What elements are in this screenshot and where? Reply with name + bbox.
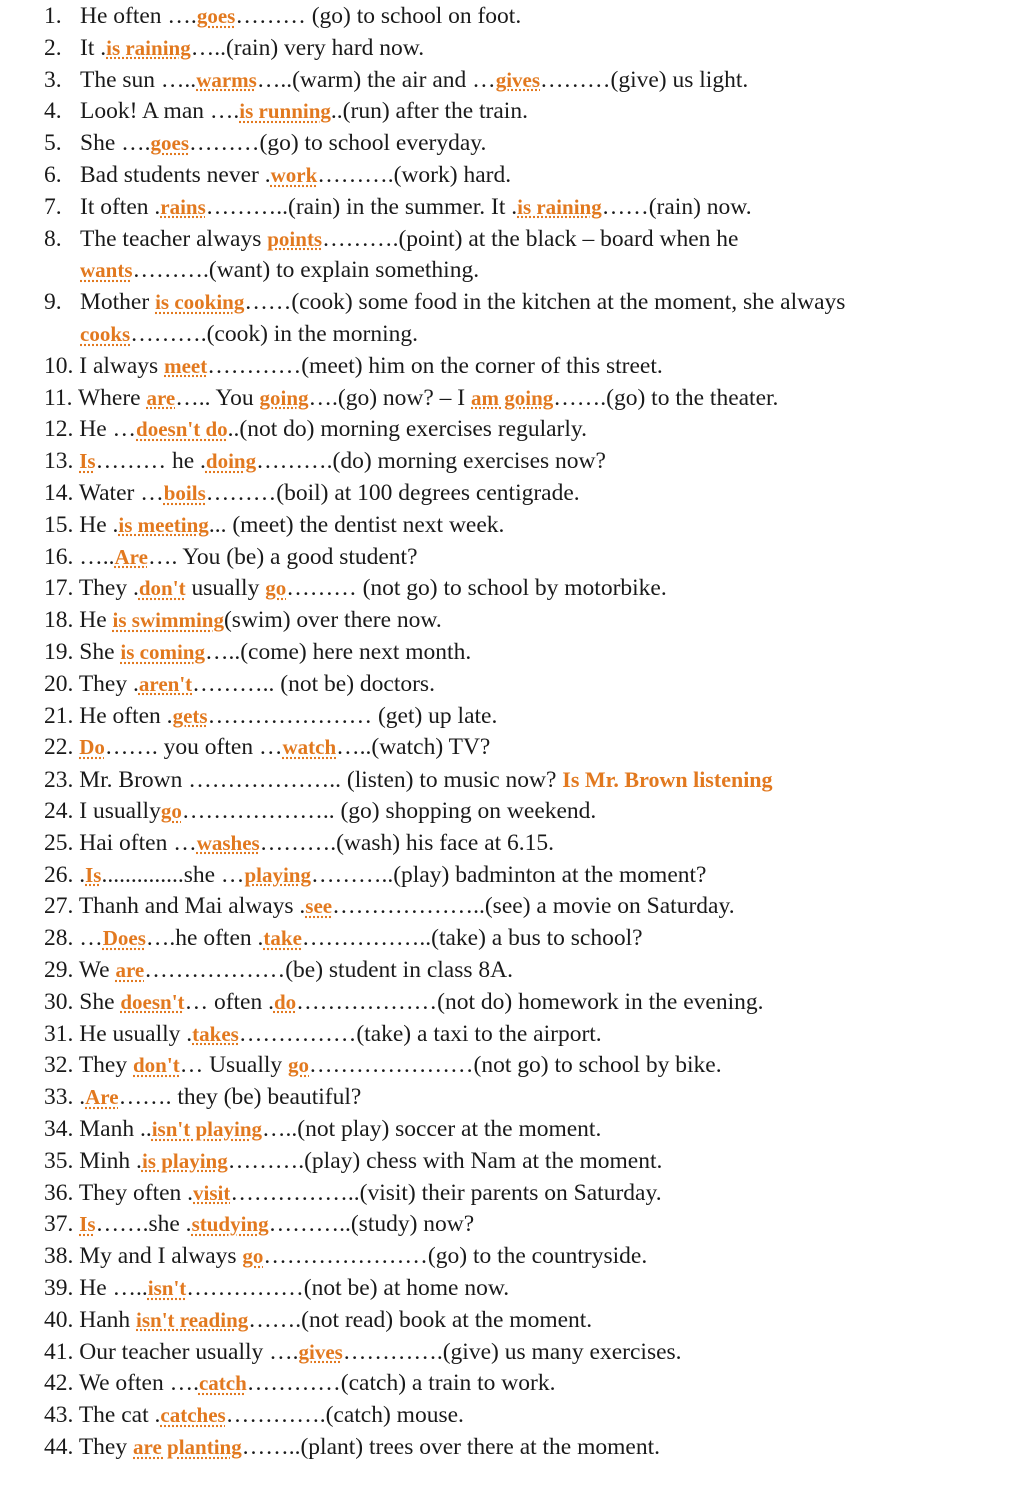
prompt-text: He … — [79, 416, 137, 443]
exercise-line — [44, 923, 643, 954]
prompt-text: We — [78, 957, 116, 983]
exercise-line — [44, 1178, 662, 1209]
answer-text: isn't — [147, 1276, 187, 1300]
exercise-line — [44, 573, 667, 604]
prompt-text: He often . — [79, 702, 173, 729]
answer-text: goes — [150, 131, 189, 156]
exercise-line — [44, 192, 752, 223]
prompt-text: ……….(want) to explain something. — [132, 257, 480, 284]
prompt-text: Our teacher usually …. — [79, 1338, 299, 1365]
prompt-text: …………(catch) a train to work. — [246, 1370, 556, 1397]
answer-text: catches — [160, 1403, 226, 1428]
exercise-line — [44, 1114, 601, 1145]
exercise-line — [44, 1209, 474, 1240]
prompt-text: They — [78, 1434, 133, 1460]
prompt-text: Hanh — [79, 1306, 137, 1333]
exercise-number: 43. — [44, 1402, 74, 1429]
prompt-text: …….(not read) book at the moment. — [248, 1306, 593, 1333]
exercise-line — [44, 891, 735, 922]
prompt-text: …….she . — [95, 1211, 192, 1238]
answer-text: studying — [191, 1212, 269, 1237]
prompt-text: ………(go) to school everyday. — [189, 130, 487, 157]
prompt-text: ….. — [79, 543, 115, 570]
prompt-text: …………………(not go) to school by bike. — [309, 1052, 722, 1079]
prompt-text: Mr. Brown ……………….. (listen) to music now? — [79, 767, 563, 794]
exercise-line — [44, 414, 587, 445]
exercise-line — [44, 1305, 592, 1336]
answer-text: see — [305, 894, 333, 919]
exercise-line — [44, 955, 513, 986]
exercise-number: 7. — [44, 193, 62, 220]
exercise-line — [44, 1241, 647, 1272]
exercise-number: 15. — [44, 511, 74, 538]
answer-text: are planting — [133, 1435, 242, 1459]
answer-text: playing — [244, 862, 311, 887]
prompt-text: …….(go) to the theater. — [553, 384, 779, 411]
answer-text: Are — [114, 544, 148, 569]
exercise-number: 4. — [44, 98, 62, 125]
answer-text: is coming — [120, 640, 205, 664]
exercise-number: 25. — [44, 829, 74, 856]
exercise-number: 38. — [44, 1243, 74, 1270]
prompt-text: ….. You — [175, 384, 260, 411]
answer-text: gives — [495, 67, 541, 92]
exercise-number: 32. — [44, 1052, 74, 1079]
exercise-line — [44, 1, 521, 32]
exercise-number: 12. — [44, 416, 74, 443]
exercise-number: 37. — [44, 1211, 74, 1238]
prompt-text: ….he often . — [145, 925, 264, 952]
prompt-text: They . — [78, 670, 139, 697]
answer-text: isn't playing — [151, 1117, 262, 1141]
prompt-text: She — [79, 639, 121, 665]
prompt-text: ……….(work) hard. — [317, 162, 512, 188]
prompt-text: Water … — [78, 480, 164, 506]
prompt-text: Hai often … — [79, 829, 197, 856]
prompt-text: usually — [185, 575, 266, 602]
exercise-line — [44, 1019, 602, 1050]
answer-text: wants — [80, 258, 133, 283]
answer-note: Is Mr. Brown listening — [562, 767, 773, 793]
exercise-number: 41. — [44, 1338, 74, 1365]
prompt-text: She …. — [80, 130, 151, 157]
answer-text: takes — [192, 1021, 239, 1046]
prompt-text: ………………..(see) a movie on Saturday. — [332, 893, 735, 920]
exercise-number: 2. — [44, 34, 62, 61]
answer-text: warms — [196, 67, 257, 92]
prompt-text: He . — [79, 511, 119, 538]
exercise-number: 30. — [44, 988, 74, 1015]
prompt-text: Look! A man …. — [80, 98, 240, 125]
prompt-text: ………………(not do) homework in the evening. — [296, 988, 764, 1015]
prompt-text: …..(rain) very hard now. — [190, 34, 425, 61]
prompt-text: They often . — [78, 1179, 194, 1206]
exercise-line — [44, 160, 511, 191]
prompt-text: ..(not do) morning exercises regularly. — [227, 416, 587, 443]
prompt-text: … often . — [184, 988, 274, 1015]
prompt-text: ..(run) after the train. — [330, 98, 528, 125]
answer-text: doesn't do — [136, 417, 228, 442]
exercise-number: 29. — [44, 957, 74, 983]
prompt-text: ….(go) now? – I — [308, 384, 472, 411]
prompt-text: He ….. — [79, 1275, 148, 1301]
prompt-text: . — [79, 861, 86, 888]
prompt-text: Mother — [80, 289, 156, 316]
prompt-text: ……… (not go) to school by motorbike. — [286, 575, 667, 602]
exercise-number: 18. — [44, 607, 74, 634]
exercise-number: 5. — [44, 130, 62, 157]
prompt-text: Minh . — [79, 1147, 142, 1174]
exercise-number: 24. — [44, 798, 74, 824]
prompt-text: They — [78, 1052, 133, 1079]
answer-text: catch — [198, 1371, 247, 1396]
answer-text: watch — [282, 735, 337, 760]
exercise-number: 1. — [44, 3, 62, 29]
exercise-number: 42. — [44, 1370, 74, 1397]
prompt-text: Thanh and Mai always . — [78, 893, 306, 920]
exercise-line — [44, 255, 479, 286]
prompt-text: ……… (go) to school on foot. — [235, 3, 522, 29]
prompt-text: I usually — [79, 798, 161, 824]
answer-text: visit — [193, 1180, 231, 1205]
prompt-text: … — [79, 925, 103, 952]
answer-text: goes — [196, 4, 236, 28]
prompt-text: ………..(rain) in the summer. It . — [205, 193, 518, 220]
exercise-line — [44, 669, 435, 700]
prompt-text: . — [79, 1084, 86, 1111]
prompt-text: ………….(give) us many exercises. — [342, 1338, 682, 1365]
prompt-text: ………..(study) now? — [268, 1211, 475, 1238]
exercise-number: 21. — [44, 702, 74, 729]
prompt-text: ……(cook) some food in the kitchen at the moment, she always — [244, 289, 846, 316]
exercise-line — [44, 605, 442, 636]
exercise-number: 33. — [44, 1084, 74, 1111]
prompt-text: ……. you often … — [104, 734, 283, 761]
prompt-text: ………(give) us light. — [540, 66, 749, 93]
answer-text: is swimming — [112, 608, 224, 633]
exercise-number: 40. — [44, 1306, 74, 1333]
prompt-text: …..(come) here next month. — [204, 639, 472, 665]
prompt-text: She — [79, 988, 121, 1015]
exercise-line — [44, 860, 706, 891]
exercise-number: 31. — [44, 1020, 74, 1047]
prompt-text: He often …. — [80, 3, 197, 29]
prompt-text: ……….(do) morning exercises now? — [256, 448, 606, 475]
prompt-text: ……….(point) at the black – board when he — [322, 225, 739, 252]
exercise-line — [44, 828, 554, 859]
exercise-number: 28. — [44, 925, 74, 952]
prompt-text: The sun ….. — [80, 66, 197, 93]
prompt-text: ... (meet) the dentist next week. — [208, 511, 505, 538]
answer-text: are — [115, 958, 145, 982]
exercise-line — [44, 96, 528, 127]
prompt-text: ………….(catch) mouse. — [225, 1402, 464, 1429]
prompt-text: ……………….. (go) shopping on weekend. — [181, 798, 597, 824]
answer-text: points — [267, 226, 323, 251]
exercise-line — [44, 542, 418, 573]
prompt-text: We often …. — [78, 1370, 199, 1397]
exercise-line — [44, 637, 471, 668]
answer-text: go — [288, 1053, 310, 1078]
answer-text: going — [259, 385, 309, 410]
answer-text: are — [146, 385, 176, 410]
answer-text: washes — [196, 830, 260, 855]
prompt-text: (swim) over there now. — [223, 607, 442, 634]
exercise-line — [44, 796, 596, 827]
answer-text: Do — [79, 735, 105, 760]
exercise-number: 6. — [44, 162, 62, 188]
answer-text: don't — [133, 1053, 180, 1078]
exercise-line — [44, 764, 773, 795]
prompt-text: ……………..(visit) their parents on Saturday. — [230, 1179, 662, 1206]
exercise-number: 14. — [44, 480, 74, 506]
prompt-text: ……….. (not be) doctors. — [192, 670, 435, 697]
exercise-line — [44, 1082, 361, 1113]
exercise-line — [44, 65, 748, 96]
exercise-number: 26. — [44, 861, 74, 888]
exercise-line — [44, 1050, 722, 1081]
answer-text: boils — [163, 481, 206, 505]
prompt-text: ..............she … — [101, 861, 245, 888]
prompt-text: ……….(wash) his face at 6.15. — [259, 829, 555, 856]
answer-text: do — [273, 989, 297, 1014]
prompt-text: ………..(play) badminton at the moment? — [310, 861, 707, 888]
exercise-number: 10. — [44, 352, 74, 379]
exercise-number: 3. — [44, 66, 62, 93]
answer-text: take — [263, 926, 302, 951]
exercise-number: 19. — [44, 639, 74, 665]
answer-text: doing — [205, 449, 257, 474]
exercise-number: 36. — [44, 1179, 74, 1206]
prompt-text: ………(boil) at 100 degrees centigrade. — [205, 480, 580, 506]
exercise-number: 23. — [44, 767, 74, 794]
prompt-text: ……………(not be) at home now. — [186, 1275, 510, 1301]
prompt-text: Manh .. — [79, 1116, 152, 1142]
answer-text: go — [242, 1244, 264, 1269]
exercise-line — [44, 1368, 555, 1399]
exercise-line — [44, 1400, 464, 1431]
prompt-text: Bad students never . — [80, 162, 271, 188]
exercise-number: 20. — [44, 670, 74, 697]
exercise-line — [44, 128, 486, 159]
prompt-text: He — [79, 607, 113, 634]
exercise-line — [44, 224, 738, 255]
exercise-number: 17. — [44, 575, 74, 602]
answer-text: Is — [85, 862, 102, 887]
answer-text: work — [270, 163, 318, 187]
prompt-text: …………(meet) him on the corner of this street. — [207, 352, 663, 379]
prompt-text: Where — [77, 384, 147, 411]
exercise-line — [44, 1146, 662, 1177]
exercise-line — [44, 510, 504, 541]
prompt-text: …. You (be) a good student? — [147, 543, 418, 570]
answer-text: is cooking — [155, 290, 245, 315]
exercise-line — [44, 732, 490, 763]
exercise-number: 16. — [44, 543, 74, 570]
answer-text: cooks — [80, 322, 131, 346]
exercise-number: 34. — [44, 1116, 74, 1142]
exercise-line — [44, 33, 424, 64]
answer-text: gets — [172, 703, 208, 728]
prompt-text: It often . — [80, 193, 161, 220]
prompt-text: ………………… (get) up late. — [207, 702, 498, 729]
answer-text: doesn't — [120, 989, 185, 1014]
exercise-number: 44. — [44, 1434, 74, 1460]
prompt-text: ……………(take) a taxi to the airport. — [238, 1020, 602, 1047]
exercise-line — [44, 1432, 660, 1463]
exercise-line — [44, 319, 418, 350]
exercise-number: 27. — [44, 893, 74, 920]
answer-text: is running — [239, 99, 331, 124]
exercise-line — [44, 351, 663, 382]
prompt-text: The cat . — [78, 1402, 161, 1429]
prompt-text: ……….(cook) in the morning. — [130, 321, 419, 347]
exercise-line — [44, 1273, 509, 1304]
prompt-text: ……(rain) now. — [601, 193, 752, 220]
exercise-number: 8. — [44, 225, 62, 252]
answer-text: aren't — [138, 671, 193, 696]
exercise-number: 22. — [44, 734, 74, 761]
exercise-number: 13. — [44, 448, 74, 475]
answer-text: is raining — [517, 194, 602, 219]
prompt-text: It . — [80, 34, 107, 61]
prompt-text: ……… he . — [95, 448, 206, 475]
exercise-line — [44, 1337, 682, 1368]
prompt-text: …..(watch) TV? — [336, 734, 491, 761]
exercise-line — [44, 987, 764, 1018]
answer-text: rains — [160, 194, 206, 219]
exercise-number: 11. — [44, 384, 73, 411]
prompt-text: …..(not play) soccer at the moment. — [262, 1116, 602, 1142]
prompt-text: ……..(plant) trees over there at the moment. — [241, 1434, 661, 1460]
answer-text: is playing — [141, 1148, 228, 1173]
prompt-text: I always — [79, 352, 165, 379]
prompt-text: …………………(go) to the countryside. — [263, 1243, 648, 1270]
answer-text: don't — [138, 576, 186, 601]
answer-text: Does — [102, 926, 146, 951]
answer-text: am going — [471, 385, 554, 410]
answer-text: gives — [298, 1339, 343, 1364]
exercise-number: 35. — [44, 1147, 74, 1174]
answer-text: Is — [79, 1212, 96, 1237]
answer-text: Is — [79, 449, 96, 474]
prompt-text: He usually . — [79, 1020, 193, 1047]
exercise-line — [44, 478, 580, 509]
prompt-text: They . — [78, 575, 139, 602]
prompt-text: ……………..(take) a bus to school? — [301, 925, 643, 952]
exercise-number: 39. — [44, 1275, 74, 1301]
exercise-line — [44, 446, 606, 477]
answer-text: is meeting — [118, 512, 209, 537]
answer-text: is raining — [106, 35, 191, 60]
answer-text: isn't reading — [136, 1307, 249, 1332]
answer-text: Are — [85, 1085, 119, 1110]
prompt-text: ……….(play) chess with Nam at the moment. — [227, 1147, 663, 1174]
prompt-text: … Usually — [179, 1052, 289, 1079]
prompt-text: My and I always — [79, 1243, 243, 1270]
prompt-text: The teacher always — [80, 225, 268, 252]
prompt-text: ……. they (be) beautiful? — [118, 1084, 362, 1111]
exercise-line — [44, 701, 497, 732]
prompt-text: …..(warm) the air and … — [256, 66, 496, 93]
prompt-text: ………………(be) student in class 8A. — [144, 957, 513, 983]
answer-text: meet — [164, 353, 208, 378]
exercise-number: 9. — [44, 289, 62, 316]
exercise-line — [44, 287, 845, 318]
answer-text: go — [265, 576, 287, 601]
answer-text: go — [160, 799, 182, 823]
exercise-line — [44, 383, 778, 414]
